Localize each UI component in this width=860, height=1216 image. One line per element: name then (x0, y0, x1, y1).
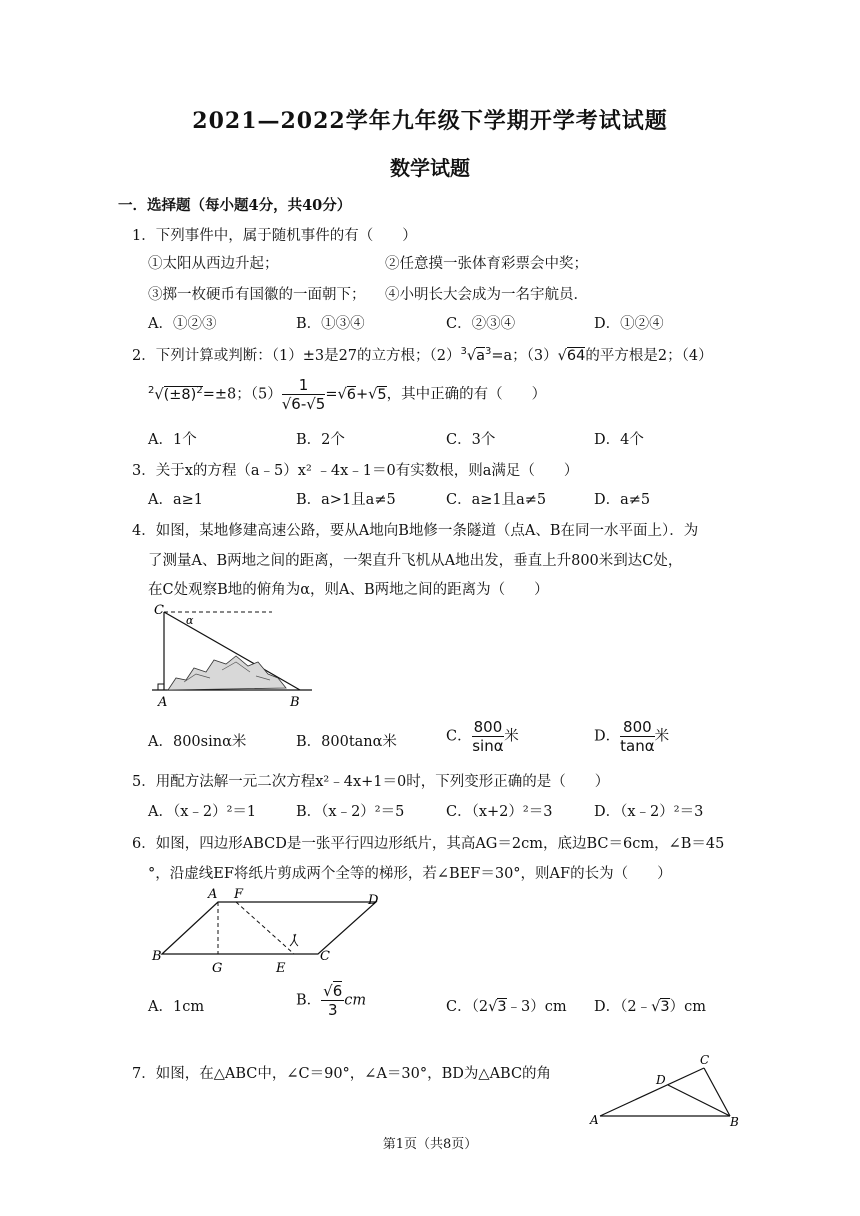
q2-option-a[interactable]: A．1个 (148, 432, 197, 448)
label-a: A (158, 695, 168, 710)
svg-text:C: C (700, 1053, 710, 1067)
svg-text:E: E (276, 961, 286, 976)
q6-option-d[interactable]: D．（2﹣√3）cm (594, 999, 706, 1015)
q4-option-a[interactable]: A．800sinα米 (148, 734, 247, 750)
q4-option-b[interactable]: B．800tanα米 (296, 734, 397, 750)
q1-option-b[interactable]: B．①③④ (296, 316, 365, 332)
cube-root-index: 3 (460, 346, 467, 358)
q2-fraction: $\frac{1}{√6-√5}$ (281, 376, 326, 413)
cube-root-sign: √ (466, 348, 477, 364)
page-footer: 第1页（共8页） (382, 1137, 478, 1152)
scissors-icon (290, 934, 298, 946)
q1-event-1: ①太阳从西边升起； (148, 256, 279, 272)
svg-text:A: A (208, 887, 218, 902)
svg-text:C: C (320, 949, 330, 964)
label-b: B (290, 695, 300, 710)
q3-stem: 3．关于x的方程（a﹣5）x² ﹣4x﹣1＝0有实数根，则a满足（ ） (132, 463, 579, 479)
q6-figure (148, 886, 388, 978)
q4-figure (140, 600, 320, 712)
svg-text:D: D (368, 893, 379, 908)
q6-option-a[interactable]: A．1cm (148, 999, 205, 1015)
svg-text:D: D (656, 1073, 666, 1087)
q6-line-1: 6．如图，四边形ABCD是一张平行四边形纸片，其高AG＝2cm，底边BC＝6cm，∠B＝45 (132, 836, 725, 852)
q4-line-3: 在C处观察B地的俯角为α，则A、B两地之间的距离为（ ） (148, 582, 549, 598)
section-heading: 一．选择题（每小题4分，共40分） (118, 197, 352, 214)
svg-text:B: B (152, 949, 162, 964)
page-subtitle: 数学试题 (390, 156, 470, 180)
q1-stem: 1．下列事件中，属于随机事件的有（ ） (132, 228, 417, 244)
q5-option-a[interactable]: A．（x﹣2）²＝1 (148, 804, 257, 820)
sqrt-sign: √ (557, 348, 567, 364)
q2-line-1: 2．下列计算或判断：（1）±3是27的立方根；$(2)^3√a^3=a$；（3）√64的平方根是2；（4） (132, 346, 713, 364)
q5-stem: 5．用配方法解一元二次方程x²﹣4x+1＝0时，下列变形正确的是（ ） (132, 774, 610, 790)
q2-option-d[interactable]: D．4个 (594, 432, 644, 448)
q3-option-d[interactable]: D．a≠5 (594, 492, 651, 508)
svg-text:F: F (234, 887, 244, 902)
svg-text:G: G (212, 961, 223, 976)
q4-option-c[interactable]: C． $\frac{800}{\sin\alpha}$ 米 (446, 718, 519, 755)
q1-event-3: ③掷一枚硬币有国徽的一面朝下； (148, 287, 366, 303)
q3-option-a[interactable]: A．a≥1 (148, 492, 203, 508)
q2-option-b[interactable]: B．2个 (296, 432, 345, 448)
q5-option-b[interactable]: B．（x﹣2）²＝5 (296, 804, 405, 820)
svg-text:B: B (730, 1115, 739, 1129)
q7-figure (586, 1052, 746, 1130)
page-title: 2021—2022学年九年级下学期开学考试试题 (192, 108, 668, 134)
q2-option-c[interactable]: C．3个 (446, 432, 496, 448)
q5-option-d[interactable]: D．（x﹣2）²＝3 (594, 804, 704, 820)
q3-option-c[interactable]: C．a≥1且a≠5 (446, 492, 547, 508)
q6-line-2: °，沿虚线EF将纸片剪成两个全等的梯形，若∠BEF＝30°，则AF的长为（ ） (148, 866, 672, 882)
q3-option-b[interactable]: B．a>1且a≠5 (296, 492, 396, 508)
q4-line-1: 4．如图，某地修建高速公路，要从A地向B地修一条隧道（点A、B在同一水平面上）．为 (132, 523, 699, 539)
q6-option-b[interactable]: B． $\frac{√6}{3}$ cm (296, 982, 367, 1019)
q4-option-d[interactable]: D． $\frac{800}{\tan\alpha}$ 米 (594, 718, 670, 755)
svg-text:A: A (590, 1113, 599, 1127)
q1-option-a[interactable]: A．①②③ (148, 316, 217, 332)
q6-option-c[interactable]: C．（2√3﹣3）cm (446, 999, 567, 1015)
q1-event-4: ④小明长大会成为一名宇航员． (385, 287, 588, 303)
label-c: C (154, 603, 164, 618)
label-alpha: α (186, 614, 194, 627)
q7-line-1: 7．如图，在△ABC中，∠C＝90°，∠A＝30°，BD为△ABC的角 (132, 1066, 552, 1082)
q1-option-d[interactable]: D．①②④ (594, 316, 664, 332)
q4-line-2: 了测量A、B两地之间的距离，一架直升飞机从A地出发，垂直上升800米到达C处， (148, 553, 683, 569)
q1-event-2: ②任意摸一张体育彩票会中奖； (385, 256, 588, 272)
q5-option-c[interactable]: C．（x+2）²＝3 (446, 804, 553, 820)
q2-line-2: $^2√(\pm 8)^2=\pm 8$；（5） $\frac{1}{√6-√5}$ =√6+√5，其中正确的有（ ） (148, 376, 547, 413)
q1-option-c[interactable]: C．②③④ (446, 316, 516, 332)
